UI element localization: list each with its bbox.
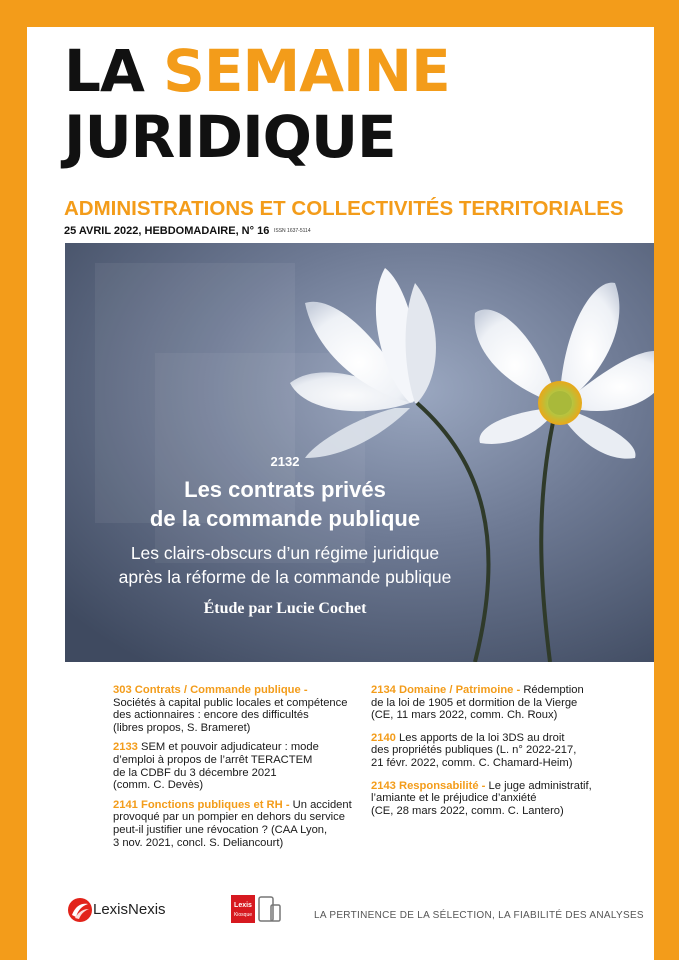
toc-entry[interactable] (371, 732, 621, 770)
toc-entry-text: Les apports de la loi 3DS au droit (399, 731, 565, 744)
toc-entry[interactable] (113, 741, 363, 791)
toc-entry-number: 2141 (113, 798, 138, 811)
masthead-la: LA (64, 37, 144, 105)
toc-entry-text: provoqué par un pompier en dehors du service (113, 811, 345, 824)
toc-entry[interactable] (371, 684, 621, 722)
tagline: LA PERTINENCE DE LA SÉLECTION, LA FIABILITÉ DES ANALYSES (314, 910, 644, 921)
kiosque-label: Lexis (234, 902, 252, 909)
toc-entry-rubric: Contrats / Commande publique - (134, 684, 308, 696)
toc-entry-text: Rédemption (523, 684, 584, 696)
cover-image (65, 243, 654, 662)
toc-entry-rubric: Responsabilité - (399, 779, 486, 792)
issue-line: 25 AVRIL 2022, HEBDOMADAIRE, N° 16 (64, 225, 270, 237)
toc-entry-number: 2134 (371, 684, 396, 696)
kiosque-icon (231, 895, 283, 923)
kiosque-sub: Kiosque (233, 912, 253, 918)
feature-subtitle-line-2: après la réforme de la commande publique (118, 567, 452, 587)
cover-page (27, 27, 654, 960)
feature-number: 2132 (270, 454, 300, 469)
masthead-semaine: SEMAINE (163, 37, 450, 105)
feature-subtitle (65, 541, 505, 589)
toc-entry-rubric: Domaine / Patrimoine - (399, 684, 521, 696)
edition-subtitle: ADMINISTRATIONS ET COLLECTIVITÉS TERRITORIALES (64, 197, 624, 220)
toc-entry[interactable] (113, 684, 363, 734)
toc-right-column (371, 684, 621, 824)
feature-title-line-2: de la commande publique (149, 506, 421, 531)
masthead-line-1 (64, 37, 450, 105)
toc-entry-text: de la CDBF du 3 décembre 2021 (113, 766, 277, 779)
feature-title[interactable] (65, 475, 505, 533)
toc-entry-text: l’amiante et le préjudice d’anxiété (371, 792, 537, 805)
feature-subtitle-line-1: Les clairs-obscurs d’un régime juridique (130, 543, 440, 563)
toc-entry-number: 303 (113, 684, 132, 696)
toc-entry-text: des actionnaires : encore des difficultés (113, 709, 309, 722)
toc-entry-text: d’emploi à propos de l’arrêt TERACTEM (113, 753, 313, 766)
toc-entry-number: 2143 (371, 779, 396, 792)
toc-entry-text: SEM et pouvoir adjudicateur : mode (141, 741, 319, 754)
toc-entry-text: 21 févr. 2022, comm. C. Chamard-Heim) (371, 756, 573, 769)
toc-entry-text: peut-il justifier une révocation ? (CAA Lyon, (113, 823, 328, 836)
issn: ISSN 1637-5114 (274, 228, 311, 234)
toc-entry-text: des propriétés publiques (L. n° 2022-217, (371, 744, 577, 757)
lexis-kiosque-badge[interactable] (231, 895, 283, 928)
toc-entry[interactable] (113, 799, 363, 849)
toc-entry-rubric: Fonctions publiques et RH - (141, 798, 290, 811)
toc-entry-text: 3 nov. 2021, concl. S. Deliancourt) (113, 836, 284, 849)
toc-entry-text: Le juge administratif, (488, 779, 592, 792)
toc-entry[interactable] (371, 780, 621, 818)
toc-entry-number: 2140 (371, 731, 396, 744)
toc-entry-text: de la loi de 1905 et dormition de la Vierge (371, 696, 578, 709)
toc-left-column (113, 684, 363, 856)
feature-author: Étude par Lucie Cochet (203, 600, 367, 617)
publisher-name[interactable]: LexisNexis (93, 901, 166, 918)
masthead-juridique: JURIDIQUE (64, 103, 396, 171)
feature-title-line-1: Les contrats privés (184, 477, 386, 502)
toc-entry-text: Sociétés à capital public locales et compétence (113, 696, 348, 709)
toc-entry-number: 2133 (113, 741, 138, 754)
lexisnexis-logo-icon (67, 897, 93, 923)
toc-entry-text: (comm. C. Devès) (113, 779, 204, 792)
toc-entry-text: (CE, 11 mars 2022, comm. Ch. Roux) (371, 709, 558, 722)
toc-entry-text: (libres propos, S. Brameret) (113, 721, 251, 734)
toc-entry-text: (CE, 28 mars 2022, comm. C. Lantero) (371, 804, 564, 817)
toc-entry-text: Un accident (292, 798, 352, 811)
